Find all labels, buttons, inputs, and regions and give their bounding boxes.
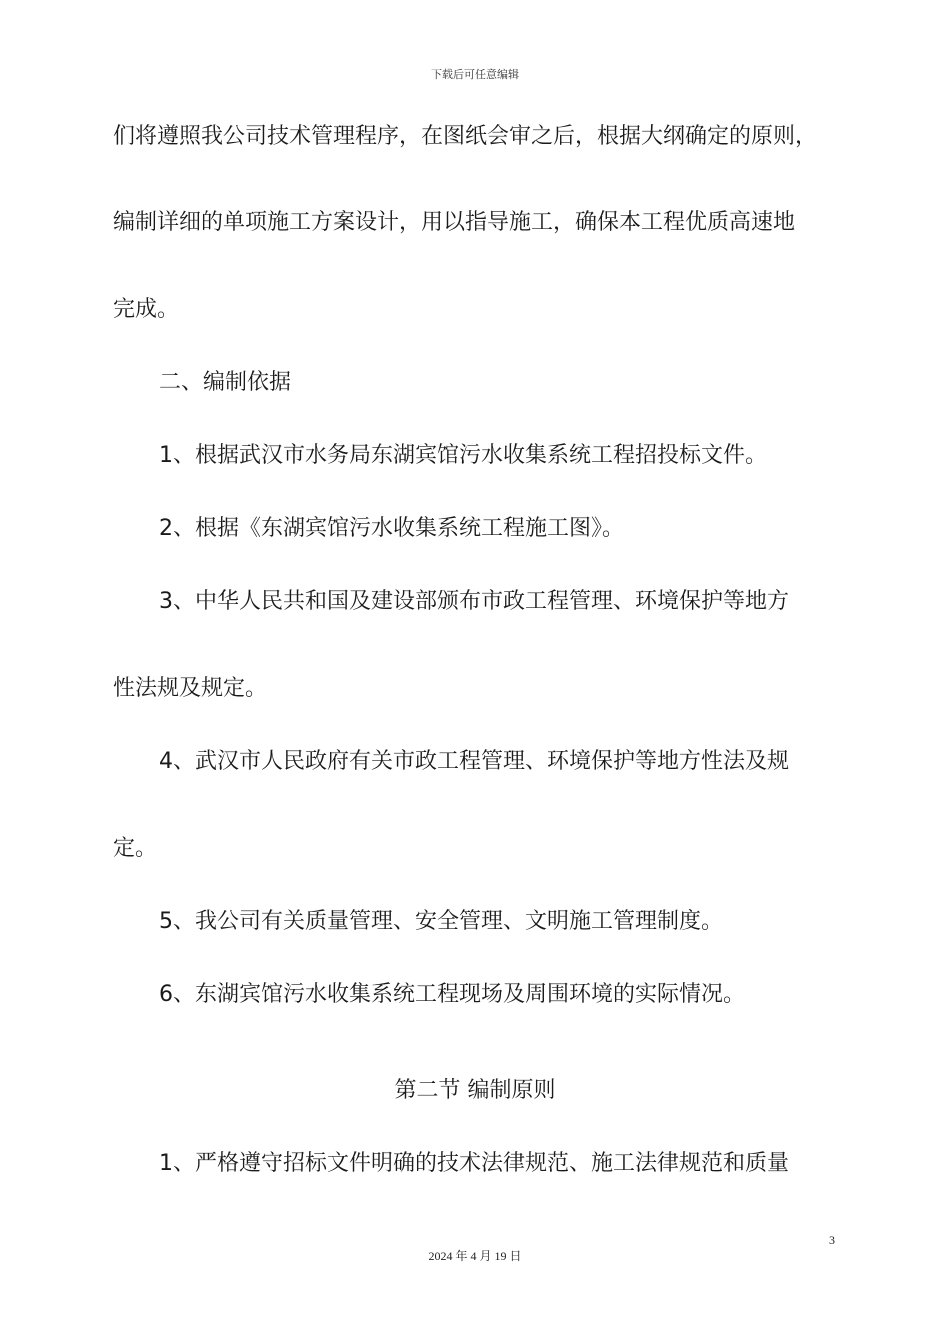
list-item: 5、我公司有关质量管理、安全管理、文明施工管理制度。 bbox=[159, 909, 723, 934]
page-number: 3 bbox=[829, 1233, 835, 1247]
list-item-continuation: 定。 bbox=[113, 836, 158, 861]
list-item: 1、根据武汉市水务局东湖宾馆污水收集系统工程招投标文件。 bbox=[159, 443, 767, 468]
list-item: 4、武汉市人民政府有关市政工程管理、环境保护等地方性法及规 bbox=[159, 749, 789, 774]
list-item-continuation: 性法规及规定。 bbox=[113, 676, 268, 701]
list-item: 3、中华人民共和国及建设部颁布市政工程管理、环境保护等地方 bbox=[159, 589, 789, 614]
list-item: 1、严格遵守招标文件明确的技术法律规范、施工法律规范和质量 bbox=[159, 1151, 789, 1176]
paragraph-line: 编制详细的单项施工方案设计，用以指导施工，确保本工程优质高速地 bbox=[113, 210, 796, 235]
list-item: 2、根据《东湖宾馆污水收集系统工程施工图》。 bbox=[159, 516, 624, 541]
paragraph-line: 们将遵照我公司技术管理程序，在图纸会审之后，根据大纲确定的原则， bbox=[113, 124, 818, 149]
footer-date: 2024 年 4 月 19 日 bbox=[428, 1249, 522, 1263]
section-heading: 二、编制依据 bbox=[159, 370, 292, 395]
list-item: 6、东湖宾馆污水收集系统工程现场及周围环境的实际情况。 bbox=[159, 982, 745, 1007]
paragraph-line: 完成。 bbox=[113, 297, 180, 322]
section-title: 第二节 编制原则 bbox=[394, 1078, 556, 1103]
page-header: 下载后可任意编辑 bbox=[431, 68, 519, 81]
